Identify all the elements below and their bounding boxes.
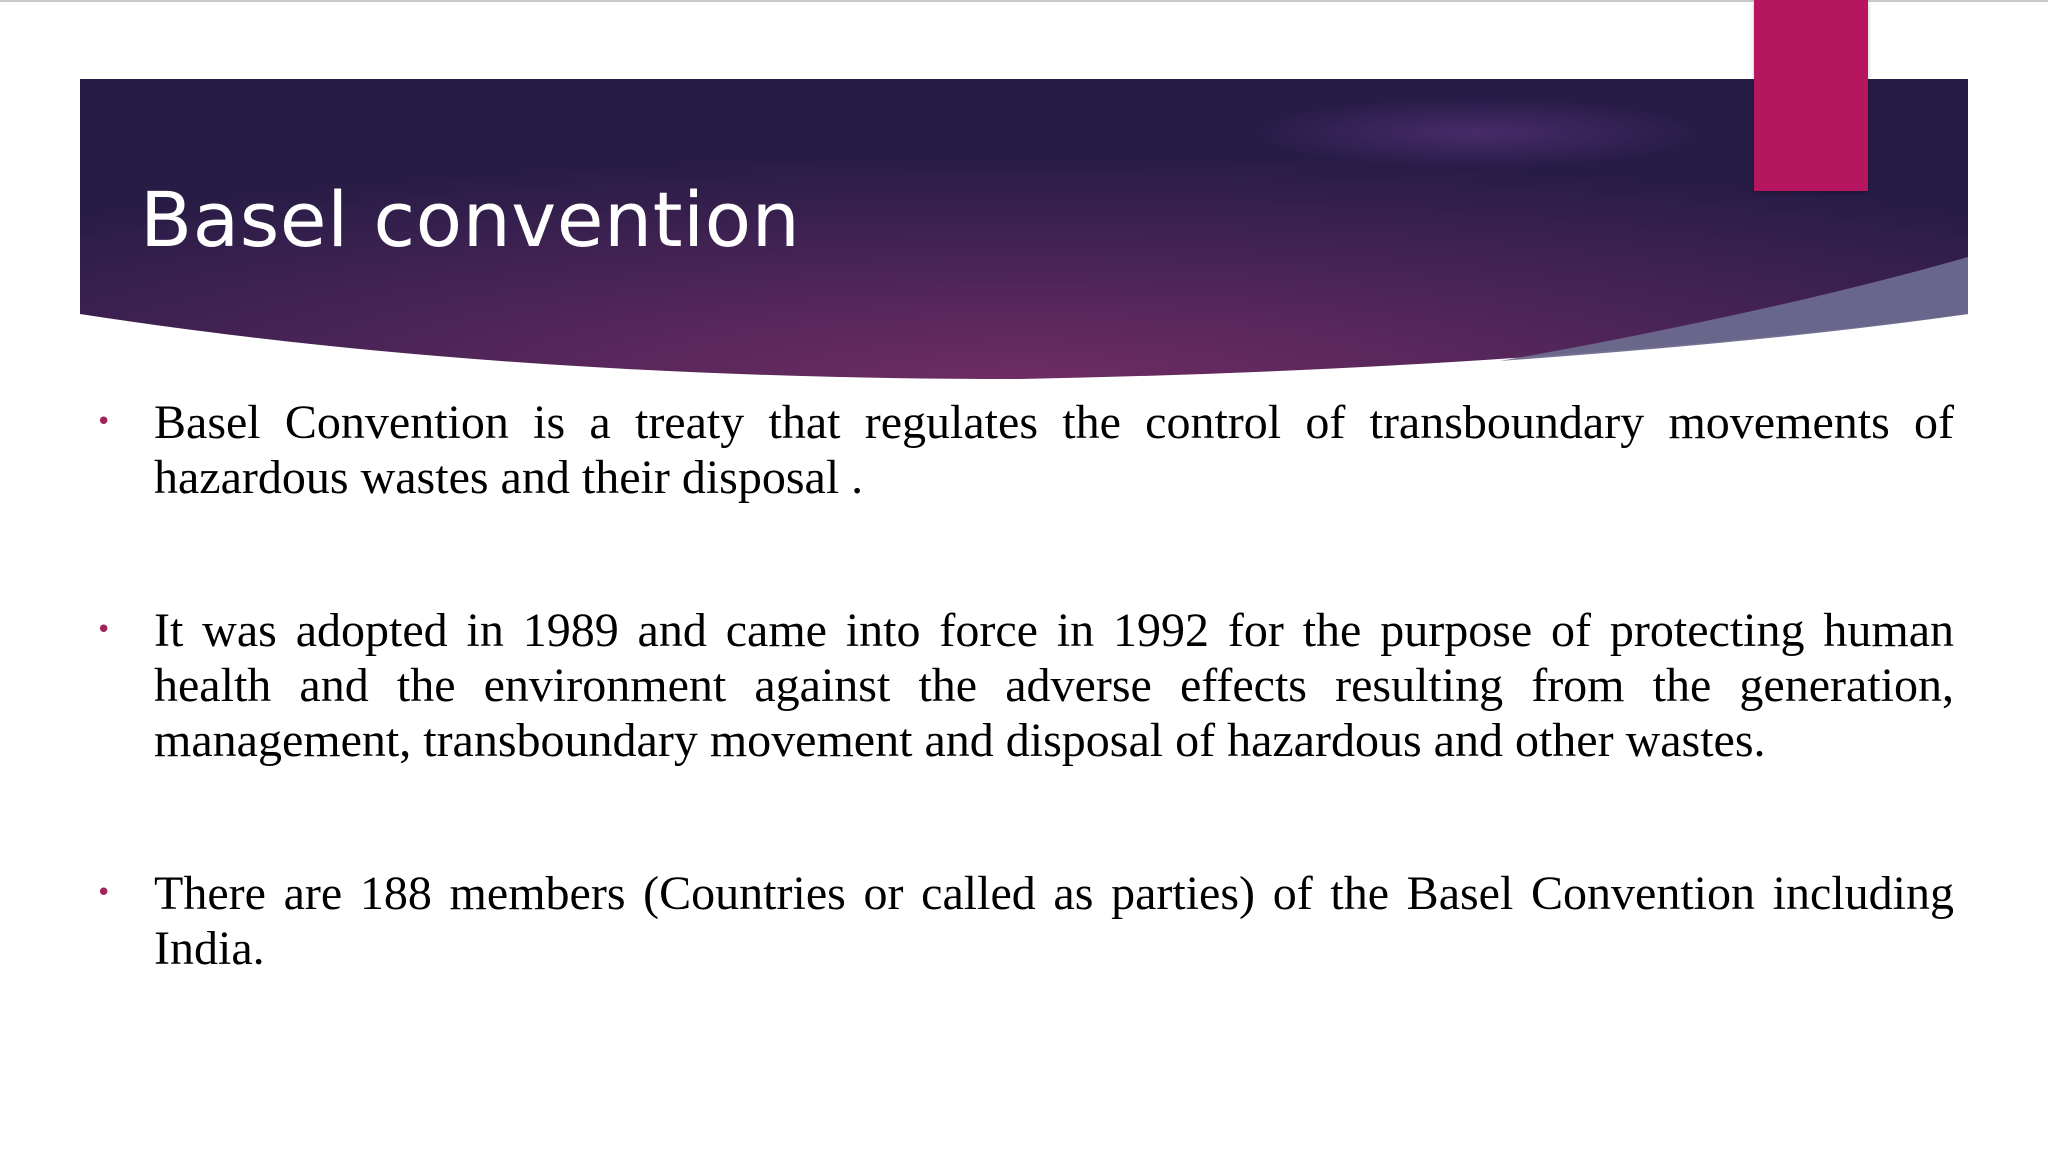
bullet-item [92,866,1954,976]
bullet-item [92,603,1954,768]
bullet-text: Basel Convention is a treaty that regulates the control of transboundary movements of hazardous wastes and their disposal . [154,396,1954,504]
bullet-list [92,395,1954,976]
top-divider [0,0,2048,2]
bullet-text: There are 188 members (Countries or called as parties) of the Basel Convention including India. [154,867,1954,975]
slide-title: Basel convention [140,175,801,264]
accent-tab [1754,0,1868,191]
bullet-item [92,395,1954,505]
bullet-icon: • [96,878,112,908]
bullet-icon: • [96,407,112,437]
bullet-text: It was adopted in 1989 and came into force in 1992 for the purpose of protecting human health and the environment against the adverse effects resulting from the generation, management, transboundary movement and disposal of hazardous and other wastes. [154,604,1954,767]
bullet-icon: • [96,615,112,645]
